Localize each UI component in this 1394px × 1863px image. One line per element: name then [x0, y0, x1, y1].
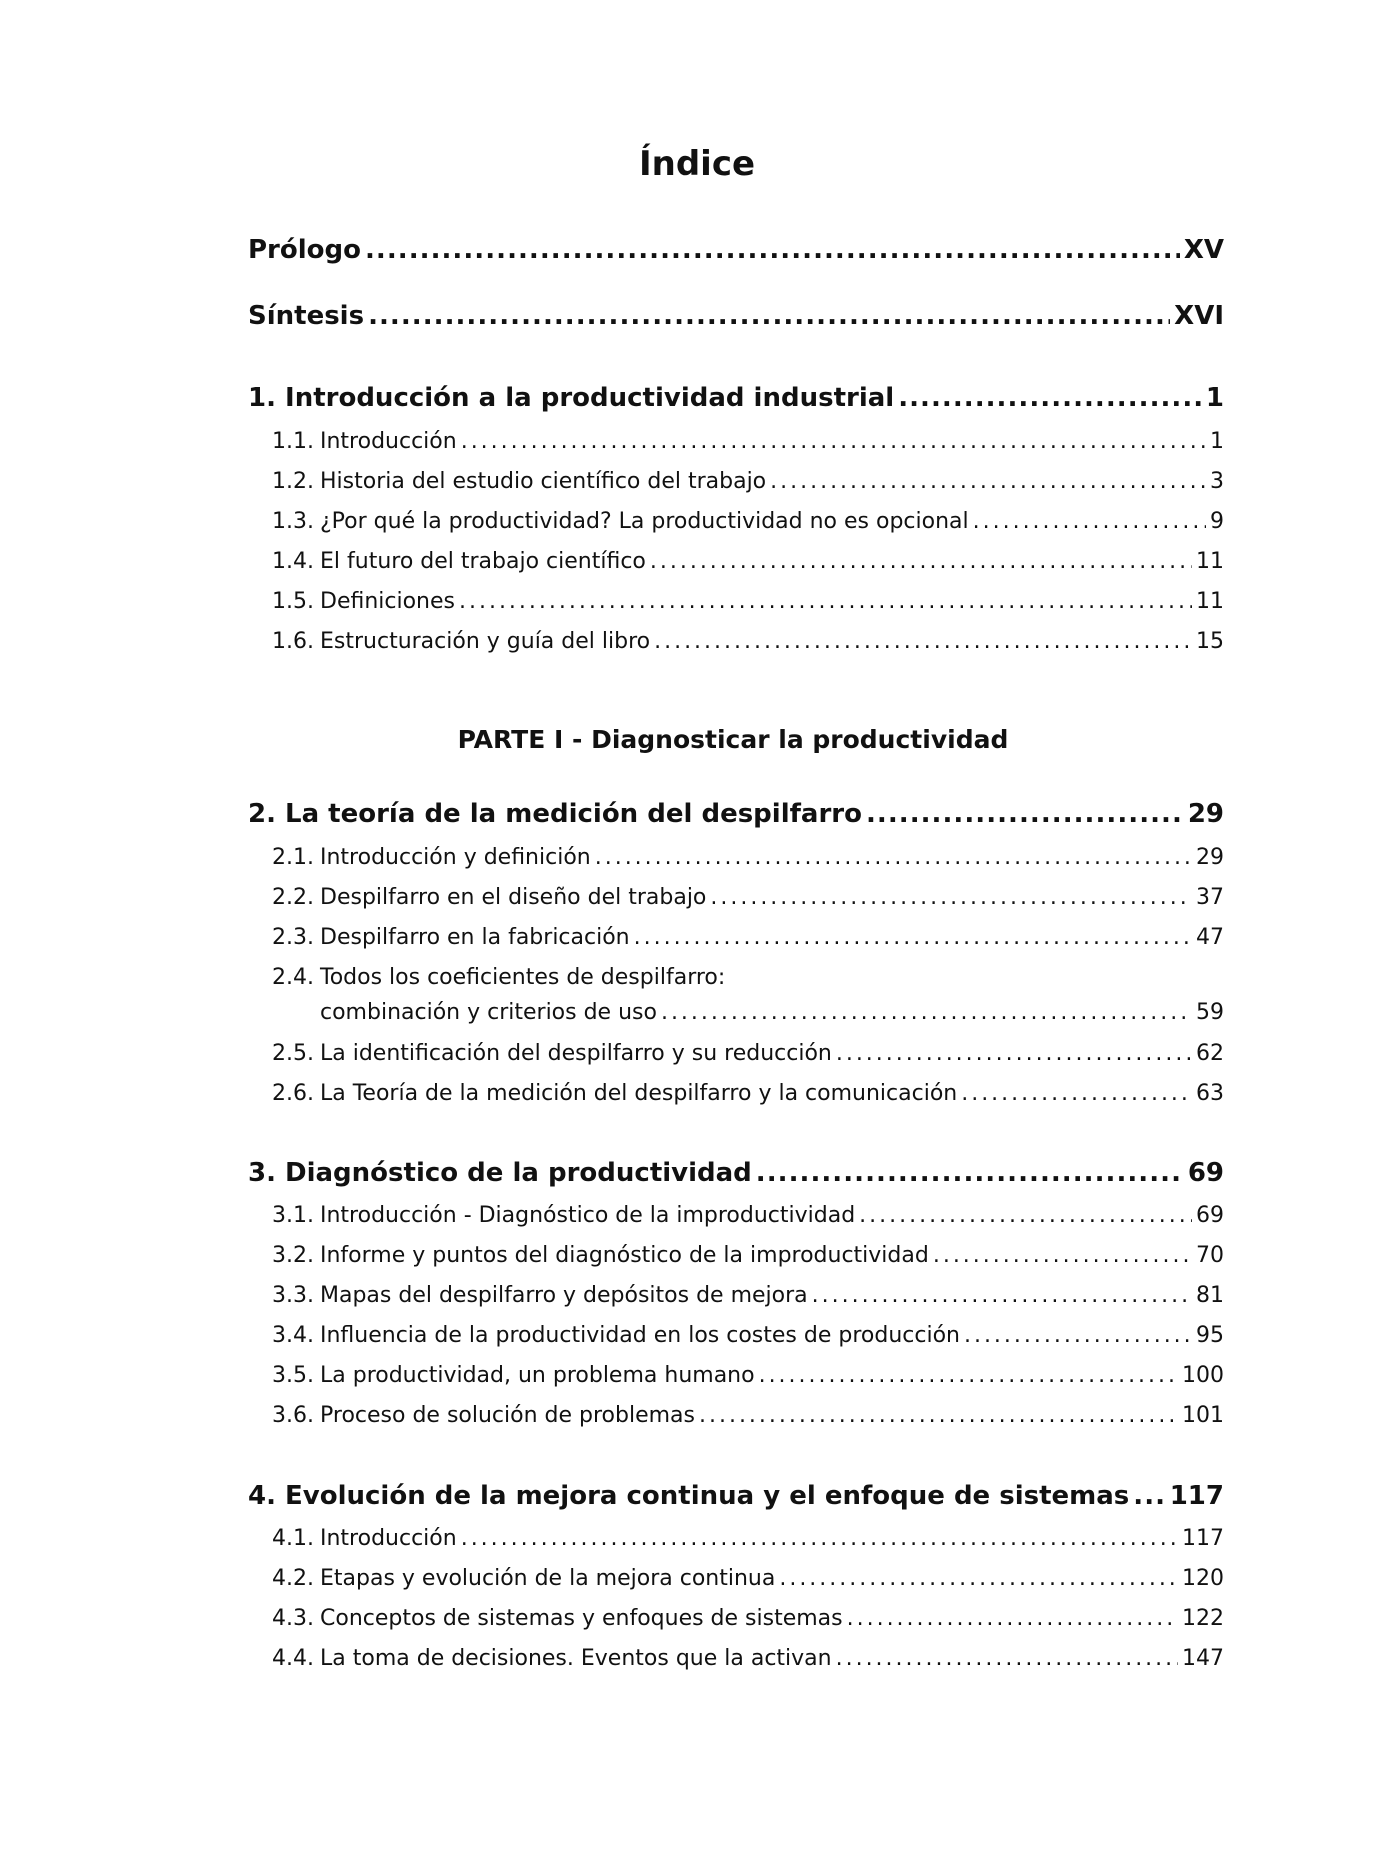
dot-leader	[961, 1079, 1192, 1109]
section-title: Despilfarro en la fabricación	[320, 925, 630, 950]
entry-title: Prólogo	[248, 235, 361, 265]
section-title: Conceptos de sistemas y enfoques de sistemas	[320, 1606, 843, 1631]
dot-leader	[595, 843, 1192, 873]
section-page: 62	[1196, 1041, 1224, 1066]
section-number: 2.4.	[272, 965, 314, 990]
section-title: Introducción y definición	[320, 845, 591, 870]
section-page: 70	[1196, 1243, 1224, 1268]
section-page: 9	[1210, 509, 1224, 534]
dot-leader	[812, 1281, 1192, 1311]
toc-section[interactable]	[272, 547, 1224, 577]
toc-section[interactable]	[272, 923, 1224, 953]
entry-page: XVI	[1174, 301, 1224, 331]
section-title: La toma de decisiones. Eventos que la activan	[320, 1646, 832, 1671]
chapter-title: 2. La teoría de la medición del despilfarro	[248, 799, 862, 829]
section-number: 1.5.	[272, 589, 314, 614]
section-number: 2.6.	[272, 1081, 314, 1106]
section-title-continued: combinación y criterios de uso	[320, 1000, 657, 1025]
section-number: 3.6.	[272, 1403, 314, 1428]
section-page: 69	[1196, 1203, 1224, 1228]
section-page: 59	[1196, 1000, 1224, 1025]
entry-title: Síntesis	[248, 301, 365, 331]
dot-leader	[459, 587, 1192, 617]
section-page: 63	[1196, 1081, 1224, 1106]
section-page: 15	[1196, 629, 1224, 654]
dot-leader	[973, 507, 1206, 537]
section-title: Informe y puntos del diagnóstico de la improductividad	[320, 1243, 929, 1268]
toc-chapter-2[interactable]	[248, 796, 1224, 832]
section-number: 1.6.	[272, 629, 314, 654]
section-title: La Teoría de la medición del despilfarro y la comunicación	[320, 1081, 958, 1106]
section-page: 3	[1210, 469, 1224, 494]
dot-leader	[368, 298, 1170, 334]
toc-section[interactable]	[272, 1281, 1224, 1311]
chapter-page: 69	[1187, 1158, 1224, 1188]
toc-section[interactable]	[272, 627, 1224, 657]
dot-leader	[933, 1241, 1192, 1271]
toc-section[interactable]	[272, 1321, 1224, 1351]
toc-section-line1[interactable]	[272, 963, 1224, 993]
dot-leader	[699, 1401, 1178, 1431]
dot-leader	[650, 547, 1192, 577]
section-title: Influencia de la productividad en los costes de producción	[320, 1323, 960, 1348]
section-number: 1.2.	[272, 469, 314, 494]
section-number: 2.5.	[272, 1041, 314, 1066]
toc-entry-sintesis[interactable]	[248, 298, 1224, 334]
toc-section[interactable]	[272, 467, 1224, 497]
section-number: 4.2.	[272, 1566, 314, 1591]
dot-leader	[1133, 1478, 1165, 1514]
section-title: La productividad, un problema humano	[320, 1363, 755, 1388]
section-title: Etapas y evolución de la mejora continua	[320, 1566, 776, 1591]
dot-leader	[710, 883, 1192, 913]
toc-section[interactable]	[272, 843, 1224, 873]
section-number: 2.1.	[272, 845, 314, 870]
toc-section-line2[interactable]	[320, 998, 1224, 1028]
entry-page: XV	[1183, 235, 1224, 265]
section-page: 29	[1196, 845, 1224, 870]
dot-leader	[779, 1564, 1178, 1594]
section-title: Todos los coeficientes de despilfarro:	[320, 965, 726, 990]
section-page: 95	[1196, 1323, 1224, 1348]
section-title: ¿Por qué la productividad? La productividad no es opcional	[320, 509, 969, 534]
section-title: El futuro del trabajo científico	[320, 549, 646, 574]
section-title: Introducción	[320, 1526, 457, 1551]
section-number: 3.1.	[272, 1203, 314, 1228]
toc-section[interactable]	[272, 1644, 1224, 1674]
section-number: 1.1.	[272, 429, 314, 454]
dot-leader	[365, 232, 1180, 268]
toc-section[interactable]	[272, 1241, 1224, 1271]
dot-leader	[836, 1039, 1192, 1069]
section-title: Historia del estudio científico del trabajo	[320, 469, 767, 494]
dot-leader	[759, 1361, 1178, 1391]
section-number: 4.1.	[272, 1526, 314, 1551]
section-title: Introducción	[320, 429, 457, 454]
toc-section[interactable]	[272, 1524, 1224, 1554]
section-page: 100	[1182, 1363, 1224, 1388]
toc-chapter-3[interactable]	[248, 1155, 1224, 1191]
section-page: 117	[1182, 1526, 1224, 1551]
section-page: 37	[1196, 885, 1224, 910]
section-page: 147	[1182, 1646, 1224, 1671]
section-number: 3.3.	[272, 1283, 314, 1308]
section-page: 11	[1196, 589, 1224, 614]
dot-leader	[461, 1524, 1178, 1554]
section-page: 11	[1196, 549, 1224, 574]
section-title: Estructuración y guía del libro	[320, 629, 651, 654]
chapter-title: 1. Introducción a la productividad industrial	[248, 383, 895, 413]
dot-leader	[859, 1201, 1192, 1231]
section-number: 3.5.	[272, 1363, 314, 1388]
toc-entry-prologo[interactable]	[248, 232, 1224, 268]
section-title: Definiciones	[320, 589, 455, 614]
dot-leader	[461, 427, 1206, 457]
section-title: La identificación del despilfarro y su reducción	[320, 1041, 832, 1066]
toc-section[interactable]	[272, 1201, 1224, 1231]
toc-section[interactable]	[272, 587, 1224, 617]
dot-leader	[866, 796, 1184, 832]
toc-section[interactable]	[272, 1039, 1224, 1069]
toc-section[interactable]	[272, 1401, 1224, 1431]
section-number: 1.3.	[272, 509, 314, 534]
section-page: 1	[1210, 429, 1224, 454]
dot-leader	[964, 1321, 1192, 1351]
dot-leader	[770, 467, 1206, 497]
toc-section[interactable]	[272, 427, 1224, 457]
section-title: Proceso de solución de problemas	[320, 1403, 695, 1428]
section-number: 4.4.	[272, 1646, 314, 1671]
section-page: 81	[1196, 1283, 1224, 1308]
toc-section[interactable]	[272, 1079, 1224, 1109]
dot-leader	[898, 380, 1202, 416]
chapter-page: 29	[1187, 799, 1224, 829]
toc-section[interactable]	[272, 1604, 1224, 1634]
section-page: 101	[1182, 1403, 1224, 1428]
section-number: 2.3.	[272, 925, 314, 950]
toc-section[interactable]	[272, 1564, 1224, 1594]
section-page: 120	[1182, 1566, 1224, 1591]
section-page: 122	[1182, 1606, 1224, 1631]
section-number: 3.4.	[272, 1323, 314, 1348]
toc-section[interactable]	[272, 1361, 1224, 1391]
section-number: 3.2.	[272, 1243, 314, 1268]
page-title: Índice	[638, 144, 756, 184]
toc-chapter-1[interactable]	[248, 380, 1224, 416]
section-number: 4.3.	[272, 1606, 314, 1631]
dot-leader	[661, 998, 1192, 1028]
section-number: 2.2.	[272, 885, 314, 910]
part-heading: PARTE I - Diagnosticar la productividad	[457, 725, 1009, 754]
chapter-title: 3. Diagnóstico de la productividad	[248, 1158, 752, 1188]
dot-leader	[756, 1155, 1184, 1191]
section-title: Introducción - Diagnóstico de la improductividad	[320, 1203, 856, 1228]
toc-chapter-4[interactable]	[248, 1478, 1224, 1514]
dot-leader	[654, 627, 1192, 657]
dot-leader	[836, 1644, 1178, 1674]
chapter-title: 4. Evolución de la mejora continua y el enfoque de sistemas	[248, 1481, 1130, 1511]
dot-leader	[634, 923, 1192, 953]
toc-section[interactable]	[272, 883, 1224, 913]
dot-leader	[847, 1604, 1178, 1634]
chapter-page: 1	[1205, 383, 1224, 413]
section-page: 47	[1196, 925, 1224, 950]
section-number: 1.4.	[272, 549, 314, 574]
section-title: Despilfarro en el diseño del trabajo	[320, 885, 707, 910]
section-title: Mapas del despilfarro y depósitos de mejora	[320, 1283, 808, 1308]
toc-section[interactable]	[272, 507, 1224, 537]
chapter-page: 117	[1169, 1481, 1224, 1511]
